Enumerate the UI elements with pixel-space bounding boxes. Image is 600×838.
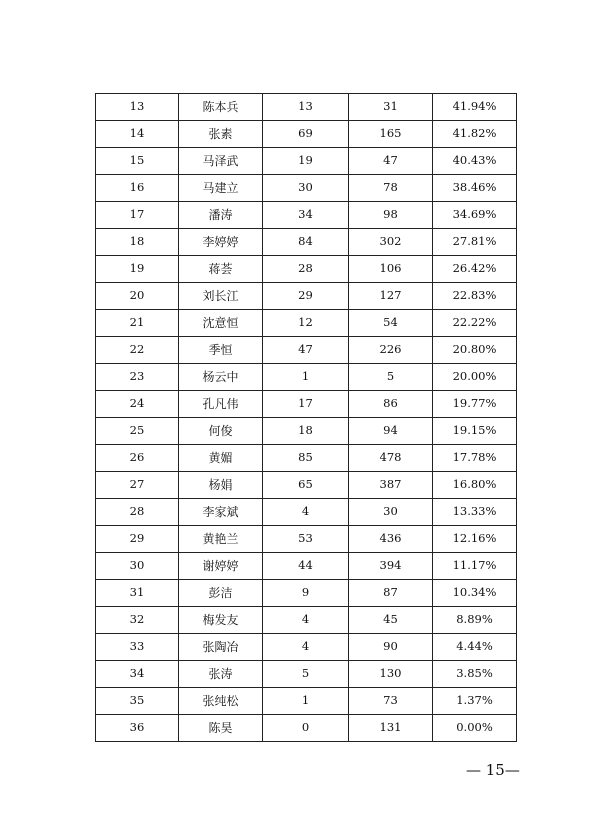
ratio-cell: 22.83% <box>433 283 517 310</box>
count-cell: 34 <box>263 202 349 229</box>
table-row <box>96 607 517 634</box>
row-index-cell: 24 <box>96 391 179 418</box>
ratio-cell: 11.17% <box>433 553 517 580</box>
ratio-cell: 41.82% <box>433 121 517 148</box>
table-row <box>96 364 517 391</box>
ratio-cell: 19.15% <box>433 418 517 445</box>
ratio-cell: 0.00% <box>433 715 517 742</box>
ratio-cell: 19.77% <box>433 391 517 418</box>
count-cell: 44 <box>263 553 349 580</box>
count-cell: 17 <box>263 391 349 418</box>
count-cell: 18 <box>263 418 349 445</box>
table-row <box>96 94 517 121</box>
name-cell: 潘涛 <box>179 202 263 229</box>
total-cell: 31 <box>349 94 433 121</box>
total-cell: 130 <box>349 661 433 688</box>
table-row <box>96 175 517 202</box>
name-cell: 杨云中 <box>179 364 263 391</box>
name-cell: 梅发友 <box>179 607 263 634</box>
name-cell: 马泽武 <box>179 148 263 175</box>
page-number: — 15— <box>466 761 520 779</box>
ratio-cell: 20.80% <box>433 337 517 364</box>
count-cell: 5 <box>263 661 349 688</box>
total-cell: 30 <box>349 499 433 526</box>
count-cell: 47 <box>263 337 349 364</box>
name-cell: 李婷婷 <box>179 229 263 256</box>
row-index-cell: 20 <box>96 283 179 310</box>
row-index-cell: 19 <box>96 256 179 283</box>
count-cell: 1 <box>263 364 349 391</box>
count-cell: 65 <box>263 472 349 499</box>
row-index-cell: 28 <box>96 499 179 526</box>
name-cell: 李家斌 <box>179 499 263 526</box>
table-row <box>96 445 517 472</box>
row-index-cell: 30 <box>96 553 179 580</box>
total-cell: 131 <box>349 715 433 742</box>
table-row <box>96 526 517 553</box>
name-cell: 马建立 <box>179 175 263 202</box>
table-row <box>96 661 517 688</box>
name-cell: 陈本兵 <box>179 94 263 121</box>
name-cell: 张纯松 <box>179 688 263 715</box>
name-cell: 杨娟 <box>179 472 263 499</box>
row-index-cell: 22 <box>96 337 179 364</box>
ratio-cell: 20.00% <box>433 364 517 391</box>
table-body <box>96 94 517 742</box>
name-cell: 季恒 <box>179 337 263 364</box>
total-cell: 86 <box>349 391 433 418</box>
row-index-cell: 14 <box>96 121 179 148</box>
name-cell: 张陶冶 <box>179 634 263 661</box>
ratio-cell: 10.34% <box>433 580 517 607</box>
table-row <box>96 310 517 337</box>
row-index-cell: 29 <box>96 526 179 553</box>
table-row <box>96 202 517 229</box>
ratio-cell: 3.85% <box>433 661 517 688</box>
name-cell: 孔凡伟 <box>179 391 263 418</box>
ratio-cell: 26.42% <box>433 256 517 283</box>
row-index-cell: 27 <box>96 472 179 499</box>
ratio-cell: 13.33% <box>433 499 517 526</box>
row-index-cell: 23 <box>96 364 179 391</box>
count-cell: 53 <box>263 526 349 553</box>
count-cell: 12 <box>263 310 349 337</box>
name-cell: 黄艳兰 <box>179 526 263 553</box>
ratio-cell: 12.16% <box>433 526 517 553</box>
ratio-cell: 17.78% <box>433 445 517 472</box>
name-cell: 黄媚 <box>179 445 263 472</box>
ratio-cell: 8.89% <box>433 607 517 634</box>
total-cell: 73 <box>349 688 433 715</box>
total-cell: 87 <box>349 580 433 607</box>
table-row <box>96 256 517 283</box>
row-index-cell: 18 <box>96 229 179 256</box>
ratio-cell: 41.94% <box>433 94 517 121</box>
total-cell: 394 <box>349 553 433 580</box>
count-cell: 30 <box>263 175 349 202</box>
count-cell: 29 <box>263 283 349 310</box>
row-index-cell: 26 <box>96 445 179 472</box>
name-cell: 何俊 <box>179 418 263 445</box>
ratio-cell: 16.80% <box>433 472 517 499</box>
ratio-cell: 38.46% <box>433 175 517 202</box>
count-cell: 4 <box>263 499 349 526</box>
row-index-cell: 32 <box>96 607 179 634</box>
row-index-cell: 21 <box>96 310 179 337</box>
table-row <box>96 688 517 715</box>
total-cell: 90 <box>349 634 433 661</box>
count-cell: 1 <box>263 688 349 715</box>
ratio-cell: 27.81% <box>433 229 517 256</box>
table-row <box>96 499 517 526</box>
name-cell: 陈昊 <box>179 715 263 742</box>
count-cell: 69 <box>263 121 349 148</box>
name-cell: 谢婷婷 <box>179 553 263 580</box>
row-index-cell: 16 <box>96 175 179 202</box>
total-cell: 106 <box>349 256 433 283</box>
ratio-cell: 1.37% <box>433 688 517 715</box>
row-index-cell: 31 <box>96 580 179 607</box>
ratio-cell: 22.22% <box>433 310 517 337</box>
table-row <box>96 283 517 310</box>
table-row <box>96 148 517 175</box>
total-cell: 127 <box>349 283 433 310</box>
row-index-cell: 17 <box>96 202 179 229</box>
table-row <box>96 229 517 256</box>
count-cell: 4 <box>263 634 349 661</box>
total-cell: 98 <box>349 202 433 229</box>
count-cell: 13 <box>263 94 349 121</box>
row-index-cell: 13 <box>96 94 179 121</box>
count-cell: 4 <box>263 607 349 634</box>
count-cell: 85 <box>263 445 349 472</box>
row-index-cell: 25 <box>96 418 179 445</box>
table-row <box>96 553 517 580</box>
table-row <box>96 715 517 742</box>
row-index-cell: 34 <box>96 661 179 688</box>
count-cell: 19 <box>263 148 349 175</box>
table-row <box>96 121 517 148</box>
ratio-cell: 40.43% <box>433 148 517 175</box>
ratio-cell: 34.69% <box>433 202 517 229</box>
name-cell: 沈意恒 <box>179 310 263 337</box>
count-cell: 28 <box>263 256 349 283</box>
count-cell: 0 <box>263 715 349 742</box>
table-row <box>96 580 517 607</box>
row-index-cell: 36 <box>96 715 179 742</box>
name-cell: 蒋荟 <box>179 256 263 283</box>
total-cell: 478 <box>349 445 433 472</box>
table-row <box>96 418 517 445</box>
total-cell: 226 <box>349 337 433 364</box>
total-cell: 165 <box>349 121 433 148</box>
table-row <box>96 634 517 661</box>
ratio-cell: 4.44% <box>433 634 517 661</box>
name-cell: 彭洁 <box>179 580 263 607</box>
row-index-cell: 35 <box>96 688 179 715</box>
name-cell: 张素 <box>179 121 263 148</box>
total-cell: 436 <box>349 526 433 553</box>
data-table <box>95 93 517 742</box>
total-cell: 94 <box>349 418 433 445</box>
total-cell: 45 <box>349 607 433 634</box>
total-cell: 54 <box>349 310 433 337</box>
table-row <box>96 472 517 499</box>
name-cell: 刘长江 <box>179 283 263 310</box>
total-cell: 78 <box>349 175 433 202</box>
total-cell: 47 <box>349 148 433 175</box>
table-row <box>96 391 517 418</box>
table-row <box>96 337 517 364</box>
row-index-cell: 33 <box>96 634 179 661</box>
total-cell: 387 <box>349 472 433 499</box>
count-cell: 84 <box>263 229 349 256</box>
total-cell: 302 <box>349 229 433 256</box>
count-cell: 9 <box>263 580 349 607</box>
total-cell: 5 <box>349 364 433 391</box>
name-cell: 张涛 <box>179 661 263 688</box>
row-index-cell: 15 <box>96 148 179 175</box>
